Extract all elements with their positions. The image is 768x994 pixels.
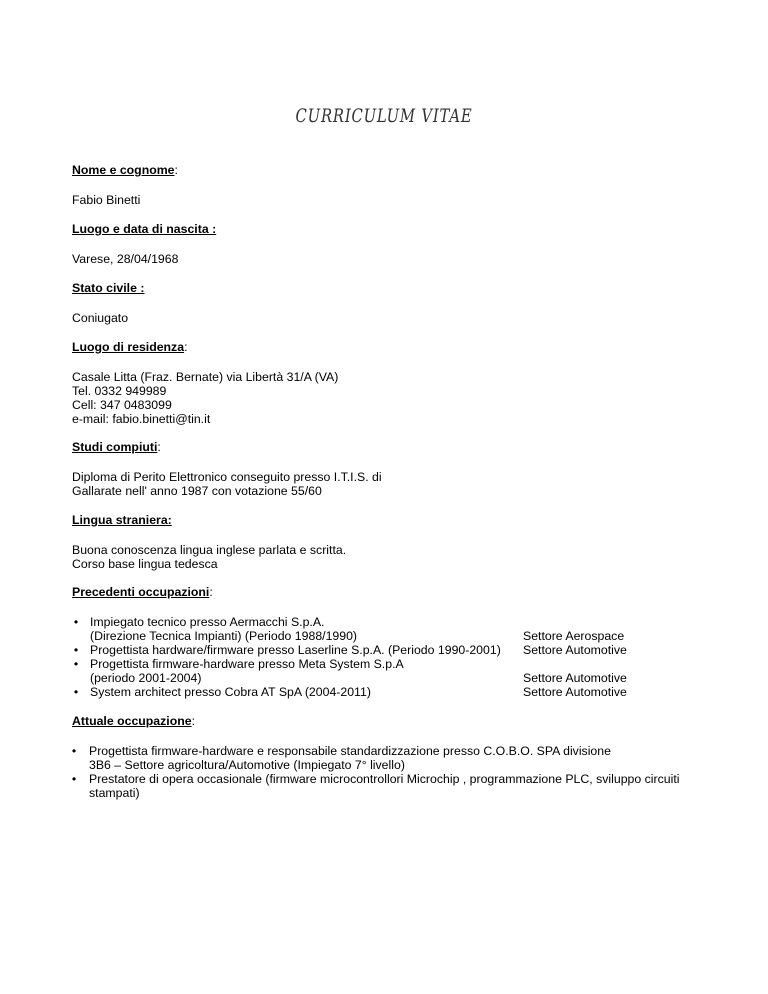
residence-heading-suffix: : xyxy=(184,340,188,354)
studies-line: Gallarate nell' anno 1987 con votazione 55/60 xyxy=(72,484,322,498)
civil-value: Coniugato xyxy=(72,311,129,325)
document-title: CURRICULUM VITAE xyxy=(295,105,473,127)
studies-line: Diploma di Perito Elettronico conseguito presso I.T.I.S. di xyxy=(72,470,382,484)
previous-item-line: (Direzione Tecnica Impianti) (Periodo 1988/1990) xyxy=(90,629,358,643)
previous-item-line: Progettista hardware/firmware presso Laserline S.p.A. (Periodo 1990-2001) xyxy=(90,643,501,657)
residence-line: Cell: 347 0483099 xyxy=(72,398,172,412)
residence-heading: Luogo di residenza xyxy=(72,340,185,354)
residence-heading-row xyxy=(72,340,187,355)
bullet-icon: • xyxy=(73,685,79,699)
previous-item-sector: Settore Automotive xyxy=(523,685,627,699)
studies-heading-suffix: : xyxy=(157,440,161,454)
previous-heading-row xyxy=(72,585,213,600)
current-item-line: stampati) xyxy=(89,786,140,800)
name-heading-suffix: : xyxy=(174,163,178,177)
residence-line: Tel. 0332 949989 xyxy=(72,384,167,398)
studies-heading-row xyxy=(72,440,161,455)
current-heading-row xyxy=(72,714,195,729)
studies-heading: Studi compiuti xyxy=(72,440,158,454)
name-heading: Nome e cognome xyxy=(72,163,175,177)
previous-item-sector: Settore Automotive xyxy=(523,671,627,685)
name-value: Fabio Binetti xyxy=(72,193,141,207)
previous-item-line: System architect presso Cobra AT SpA (2004-2011) xyxy=(90,685,371,699)
current-item-line: Progettista firmware-hardware e responsabile standardizzazione presso C.O.B.O. SPA divisione xyxy=(89,744,611,758)
previous-heading-suffix: : xyxy=(209,585,213,599)
residence-line: Casale Litta (Fraz. Bernate) via Libertà 31/A (VA) xyxy=(72,370,339,384)
bullet-icon: • xyxy=(71,744,77,758)
bullet-icon: • xyxy=(73,657,79,671)
name-heading-row xyxy=(72,163,178,178)
residence-line: e-mail: fabio.binetti@tin.it xyxy=(72,412,211,426)
previous-item-line: (periodo 2001-2004) xyxy=(90,671,202,685)
previous-item-sector: Settore Aerospace xyxy=(523,629,625,643)
previous-item-line: Impiegato tecnico presso Aermacchi S.p.A. xyxy=(90,615,325,629)
bullet-icon: • xyxy=(73,643,79,657)
language-line: Buona conoscenza lingua inglese parlata e scritta. xyxy=(72,543,347,557)
bullet-icon: • xyxy=(73,615,79,629)
language-line: Corso base lingua tedesca xyxy=(72,557,218,571)
current-item-line: Prestatore di opera occasionale (firmware microcontrollori Microchip , programmazione PLC, sviluppo circuiti xyxy=(89,772,680,786)
birth-heading: Luogo e data di nascita : xyxy=(72,222,217,236)
birth-value: Varese, 28/04/1968 xyxy=(72,252,179,266)
civil-heading: Stato civile : xyxy=(72,281,145,295)
bullet-icon: • xyxy=(71,772,77,786)
previous-item-line: Progettista firmware-hardware presso Meta System S.p.A xyxy=(90,657,404,671)
previous-heading: Precedenti occupazioni xyxy=(72,585,210,599)
current-heading-suffix: : xyxy=(191,714,195,728)
language-heading: Lingua straniera: xyxy=(72,513,172,527)
current-heading: Attuale occupazione xyxy=(72,714,192,728)
previous-item-sector: Settore Automotive xyxy=(523,643,627,657)
current-item-line: 3B6 – Settore agricoltura/Automotive (Impiegato 7° livello) xyxy=(89,758,405,772)
